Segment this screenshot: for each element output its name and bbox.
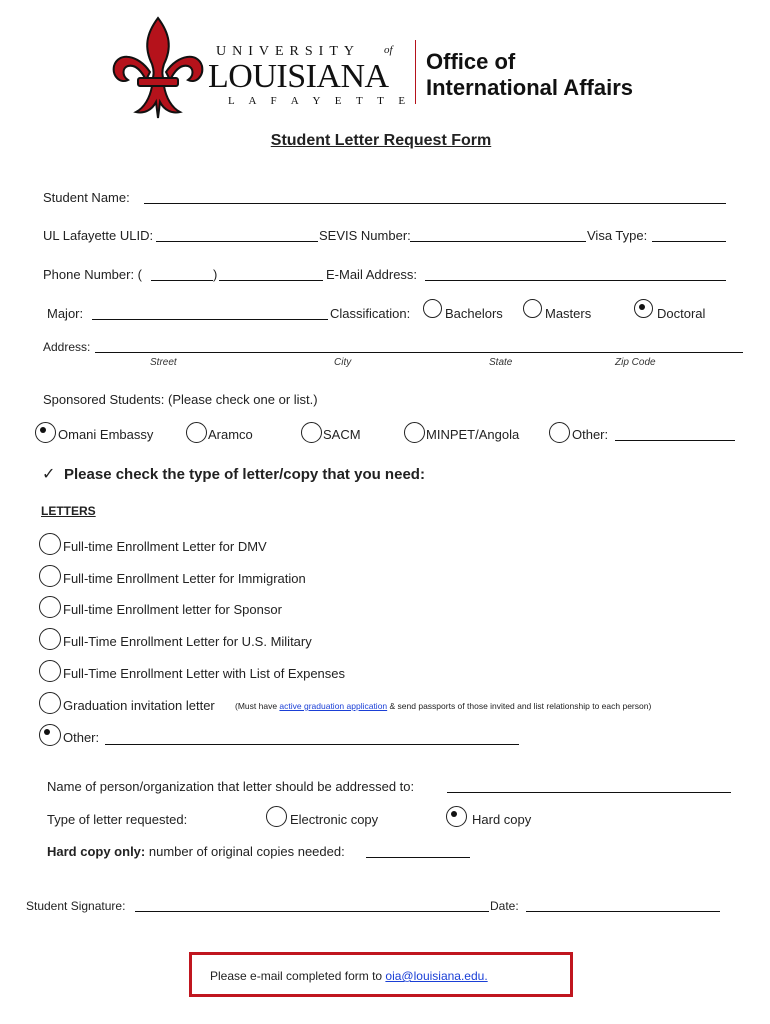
- student-name-label: Student Name:: [43, 190, 130, 205]
- classification-bachelors-label: Bachelors: [445, 306, 503, 321]
- letter-graduation-label: Graduation invitation letter: [63, 698, 215, 713]
- classification-label: Classification:: [330, 306, 411, 321]
- letter-dmv-label: Full-time Enrollment Letter for DMV: [63, 539, 267, 554]
- sponsor-sacm-radio[interactable]: [301, 422, 322, 443]
- letter-type-heading: Please check the type of letter/copy that you need:: [64, 466, 425, 483]
- hard-copy-only-rest: number of original copies needed:: [145, 844, 345, 859]
- address-state-sub: State: [489, 357, 513, 368]
- addressed-to-field[interactable]: [447, 792, 731, 793]
- louisiana-word: LOUISIANA: [208, 58, 389, 95]
- letter-other-field[interactable]: [105, 744, 519, 745]
- address-city-sub: City: [334, 357, 352, 368]
- classification-bachelors-radio[interactable]: [423, 299, 442, 318]
- sponsor-minpet-radio[interactable]: [404, 422, 425, 443]
- address-zip-sub: Zip Code: [615, 357, 656, 368]
- signature-field[interactable]: [135, 911, 489, 912]
- address-street-sub: Street: [150, 357, 177, 368]
- graduation-application-link[interactable]: active graduation application: [279, 701, 388, 711]
- student-name-field[interactable]: [144, 203, 726, 204]
- phone-close: ): [213, 267, 218, 282]
- footer-email-link[interactable]: oia@louisiana.edu.: [385, 969, 488, 983]
- header-divider: [415, 40, 416, 104]
- sponsor-other-label: Other:: [572, 427, 609, 442]
- sponsor-aramco-label: Aramco: [208, 427, 253, 442]
- major-field[interactable]: [92, 319, 328, 320]
- hard-copy-only-text: [47, 844, 345, 859]
- sevis-label: SEVIS Number:: [319, 228, 411, 243]
- classification-masters-radio[interactable]: [523, 299, 542, 318]
- classification-doctoral-radio[interactable]: [634, 299, 653, 318]
- graduation-note: [235, 701, 651, 711]
- sponsored-prompt: Sponsored Students: (Please check one or list.): [43, 392, 318, 407]
- classification-doctoral-label: Doctoral: [657, 306, 706, 321]
- letter-dmv-radio[interactable]: [39, 533, 61, 555]
- university-word: UNIVERSITY: [216, 44, 360, 59]
- letter-immigration-label: Full-time Enrollment Letter for Immigration: [63, 571, 306, 586]
- hard-copy-only-bold: Hard copy only:: [47, 844, 146, 859]
- visa-field[interactable]: [652, 241, 726, 242]
- electronic-copy-radio[interactable]: [266, 806, 287, 827]
- form-title: Student Letter Request Form: [270, 132, 492, 149]
- sponsor-aramco-radio[interactable]: [186, 422, 207, 443]
- letter-other-radio[interactable]: [39, 724, 61, 746]
- copies-needed-field[interactable]: [366, 857, 470, 858]
- sponsor-sacm-label: SACM: [323, 427, 361, 442]
- sponsor-other-radio[interactable]: [549, 422, 570, 443]
- letter-military-radio[interactable]: [39, 628, 61, 650]
- letters-heading: LETTERS: [41, 504, 96, 518]
- hard-copy-label: Hard copy: [472, 812, 532, 827]
- phone-area-field[interactable]: [151, 280, 213, 281]
- visa-label: Visa Type:: [587, 228, 648, 243]
- classification-masters-label: Masters: [545, 306, 592, 321]
- email-field[interactable]: [425, 280, 726, 281]
- ulid-label: UL Lafayette ULID:: [43, 228, 154, 243]
- sponsor-omani-label: Omani Embassy: [58, 427, 154, 442]
- letter-sponsor-radio[interactable]: [39, 596, 61, 618]
- sponsor-other-field[interactable]: [615, 440, 735, 441]
- addressed-to-label: Name of person/organization that letter should be addressed to:: [47, 779, 415, 794]
- letter-military-label: Full-Time Enrollment Letter for U.S. Military: [63, 634, 312, 649]
- date-field[interactable]: [526, 911, 720, 912]
- email-label: E-Mail Address:: [326, 267, 418, 282]
- sponsor-omani-radio[interactable]: [35, 422, 56, 443]
- hard-copy-radio[interactable]: [446, 806, 467, 827]
- date-label: Date:: [490, 899, 519, 913]
- letter-expenses-radio[interactable]: [39, 660, 61, 682]
- ulid-field[interactable]: [156, 241, 318, 242]
- office-line-1: Office of: [426, 49, 516, 74]
- major-label: Major:: [47, 306, 84, 321]
- letter-sponsor-label: Full-time Enrollment letter for Sponsor: [63, 602, 282, 617]
- type-requested-label: Type of letter requested:: [47, 812, 188, 827]
- sevis-field[interactable]: [410, 241, 586, 242]
- electronic-copy-label: Electronic copy: [290, 812, 379, 827]
- fleur-de-lis-logo: [108, 14, 208, 124]
- graduation-note-suffix: & send passports of those invited and list relationship to each person): [387, 701, 652, 711]
- letter-expenses-label: Full-Time Enrollment Letter with List of Expenses: [63, 666, 346, 681]
- of-word: of: [384, 44, 393, 56]
- letter-other-label: Other:: [63, 730, 100, 745]
- checkmark-icon: ✓: [42, 464, 56, 483]
- letter-immigration-radio[interactable]: [39, 565, 61, 587]
- phone-field[interactable]: [219, 280, 323, 281]
- signature-label: Student Signature:: [26, 899, 126, 913]
- graduation-note-prefix: (Must have: [235, 701, 280, 711]
- letter-graduation-radio[interactable]: [39, 692, 61, 714]
- sponsor-minpet-label: MINPET/Angola: [426, 427, 520, 442]
- address-label: Address:: [43, 340, 91, 354]
- address-field[interactable]: [95, 352, 743, 353]
- lafayette-word: L A F A Y E T T E: [228, 95, 412, 107]
- office-line-2: International Affairs: [426, 75, 633, 100]
- phone-label: Phone Number: (: [43, 267, 142, 282]
- footer-text: [210, 969, 488, 983]
- footer-prefix: Please e-mail completed form to: [210, 969, 386, 983]
